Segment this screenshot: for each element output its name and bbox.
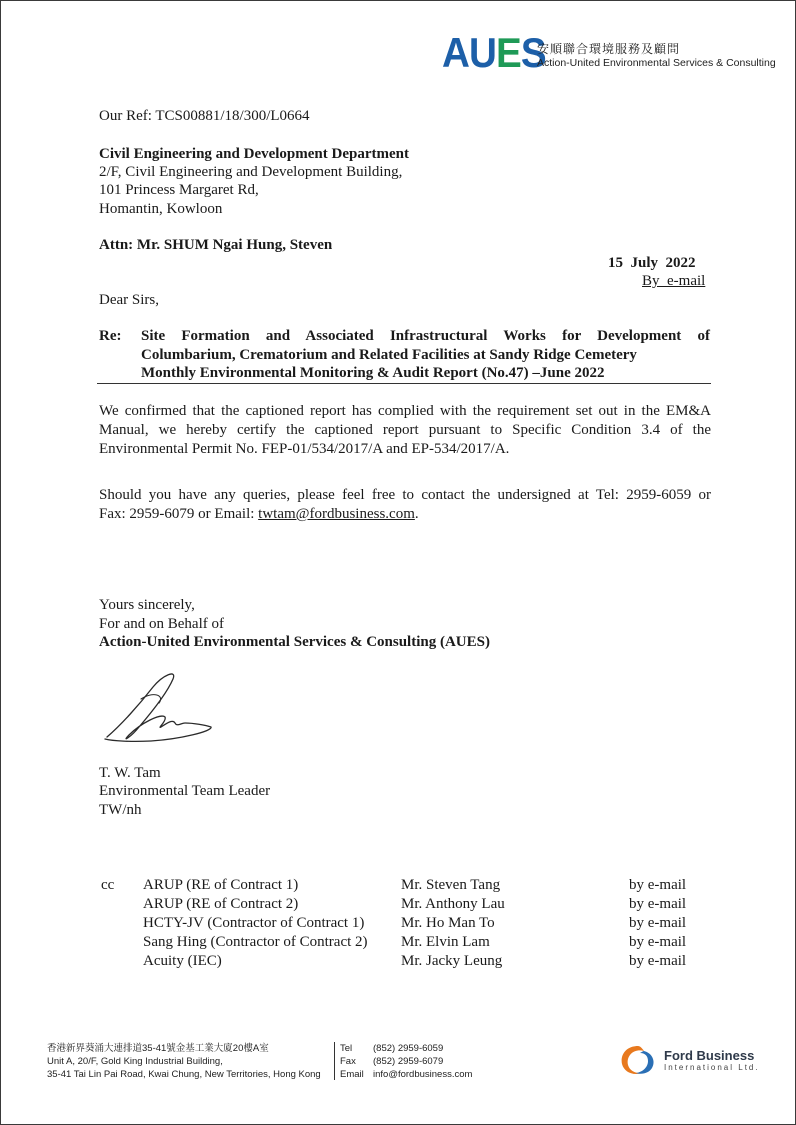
paragraph-line: We confirmed that the captioned report has complied with the requirement set out in the EM&A: [99, 403, 711, 419]
recipient-address-2: 101 Princess Margaret Rd,: [99, 182, 259, 198]
cc-method: by e-mail: [629, 877, 687, 893]
certification-paragraph: [99, 402, 711, 459]
cc-person: Mr. Steven Tang: [401, 877, 501, 893]
recipient-address-1: 2/F, Civil Engineering and Development Building,: [99, 164, 403, 180]
signer-title: Environmental Team Leader: [99, 783, 271, 799]
cc-org: Sang Hing (Contractor of Contract 2): [143, 934, 368, 950]
re-line-1: Site Formation and Associated Infrastructural Works for Development of: [141, 328, 710, 344]
re-line-3: Monthly Environmental Monitoring & Audit Report (No.47) –June 2022: [141, 365, 605, 381]
recipient-org: Civil Engineering and Development Department: [99, 146, 409, 162]
typist-initials: TW/nh: [99, 802, 142, 818]
our-ref: Our Ref: TCS00881/18/300/L0664: [99, 108, 310, 124]
footer-address-en-2: 35-41 Tai Lin Pai Road, Kwai Chung, New Territories, Hong Kong: [47, 1069, 321, 1080]
footer-address: [47, 1042, 321, 1081]
on-behalf-of: For and on Behalf of: [99, 616, 224, 632]
contact-paragraph: [99, 486, 711, 524]
on-behalf-org: Action-United Environmental Services & Consulting (AUES): [99, 634, 490, 650]
subject-rule: [97, 383, 711, 384]
company-name-en: Action-United Environmental Services & Consulting: [537, 57, 776, 69]
footer-divider: [334, 1042, 335, 1080]
cc-method: by e-mail: [629, 953, 687, 969]
cc-person: Mr. Jacky Leung: [401, 953, 503, 969]
paragraph-line: Should you have any queries, please feel free to contact the undersigned at Tel: 2959-6059 or: [99, 487, 711, 503]
cc-method: by e-mail: [629, 915, 687, 931]
cc-org: HCTY-JV (Contractor of Contract 1): [143, 915, 365, 931]
email-value[interactable]: info@fordbusiness.com: [373, 1069, 473, 1080]
footer-contact: [340, 1042, 472, 1081]
cc-method: by e-mail: [629, 934, 687, 950]
company-name-cn: 安順聯合環境服務及顧問: [537, 42, 681, 56]
delivery-method: By e-mail: [642, 273, 706, 289]
salutation: Dear Sirs,: [99, 292, 159, 308]
cc-person: Mr. Elvin Lam: [401, 934, 490, 950]
signer-name: T. W. Tam: [99, 765, 161, 781]
re-label: Re:: [99, 328, 122, 344]
contact-prefix: Fax: 2959-6079 or Email:: [99, 506, 259, 522]
attention-line: Attn: Mr. SHUM Ngai Hung, Steven: [99, 237, 333, 253]
recipient-address-3: Homantin, Kowloon: [99, 201, 223, 217]
contact-suffix: .: [414, 506, 419, 522]
email-label: Email: [340, 1069, 364, 1080]
footer-address-en-1: Unit A, 20/F, Gold King Industrial Building,: [47, 1056, 223, 1067]
ford-business-name: Ford Business: [664, 1048, 755, 1063]
cc-label: cc: [101, 877, 115, 893]
tel-label: Tel: [340, 1043, 353, 1054]
cc-org: ARUP (RE of Contract 2): [143, 896, 299, 912]
ford-business-logo: [618, 1043, 763, 1077]
cc-method: by e-mail: [629, 896, 687, 912]
ford-swirl-icon: [618, 1043, 660, 1077]
cc-person: Mr. Anthony Lau: [401, 896, 505, 912]
tel-value: (852) 2959-6059: [373, 1043, 444, 1054]
closing: Yours sincerely,: [99, 597, 195, 613]
letter-date: 15 July 2022: [608, 255, 696, 271]
cc-org: ARUP (RE of Contract 1): [143, 877, 299, 893]
fax-value: (852) 2959-6079: [373, 1056, 444, 1067]
re-line-2: Columbarium, Crematorium and Related Facilities at Sandy Ridge Cemetery: [141, 347, 637, 363]
paragraph-line: Manual, we hereby certify the captioned report pursuant to Specific Condition 3.4 of the: [99, 422, 711, 438]
aues-company-name: [537, 42, 776, 70]
aues-logo-mark: AUES: [442, 29, 546, 76]
handwritten-signature: [101, 669, 221, 749]
paragraph-line: Environmental Permit No. FEP-01/534/2017/A and EP-534/2017/A.: [99, 441, 510, 457]
cc-person: Mr. Ho Man To: [401, 915, 495, 931]
footer-address-cn: 香港新界葵涌大連排道35-41號金基工業大廈20樓A室: [47, 1043, 269, 1054]
contact-email-link[interactable]: twtam@fordbusiness.com: [258, 506, 415, 522]
paragraph-line: [99, 505, 711, 524]
cc-org: Acuity (IEC): [143, 953, 222, 969]
fax-label: Fax: [340, 1056, 356, 1067]
ford-business-sub: International Ltd.: [664, 1063, 760, 1072]
